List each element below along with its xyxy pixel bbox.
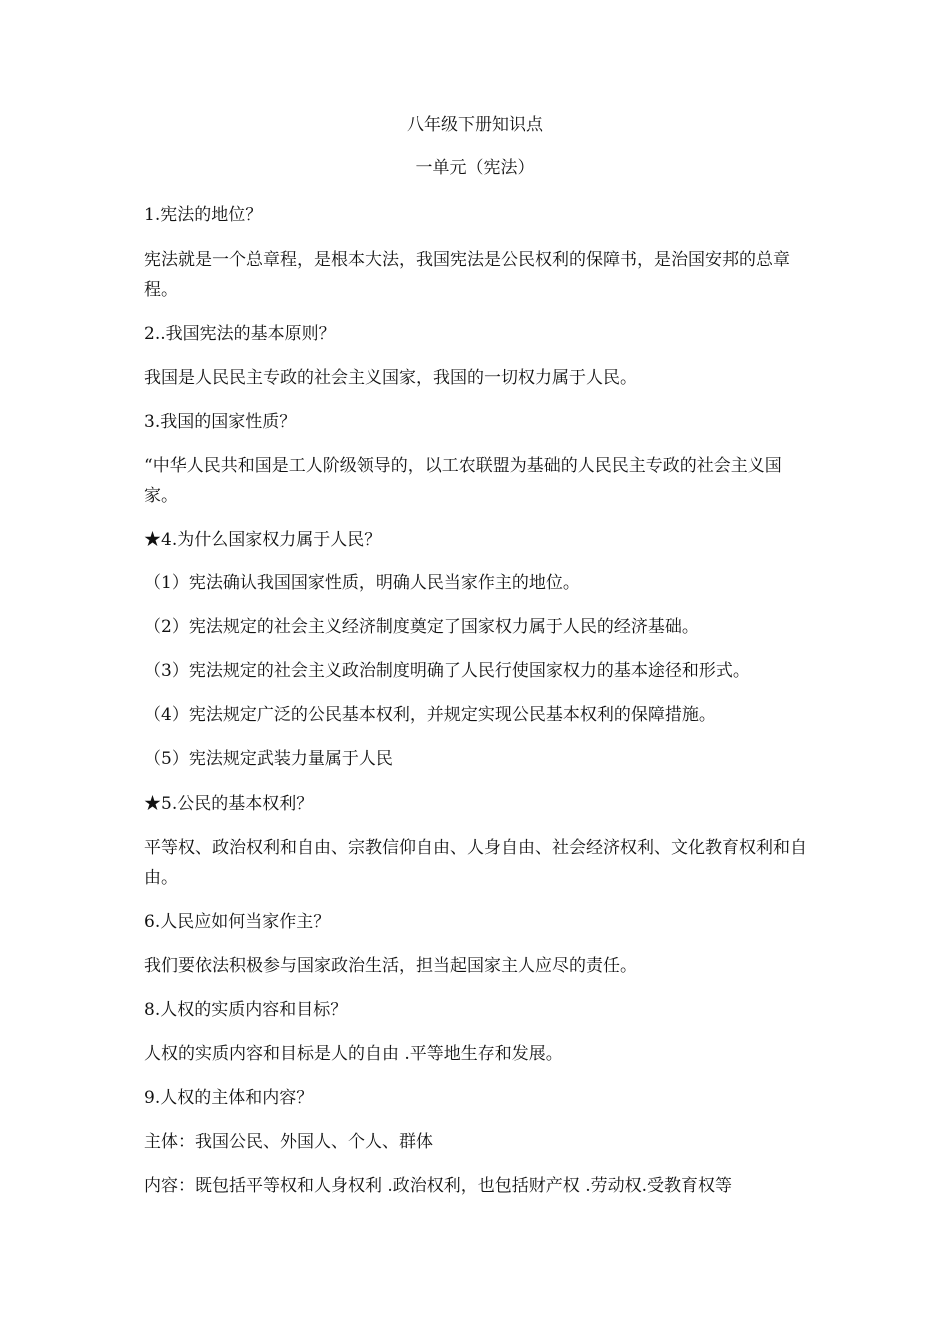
answer-paragraph: 主体：我国公民、外国人、个人、群体: [144, 1132, 433, 1152]
list-item: （1）宪法确认我国国家性质，明确人民当家作主的地位。: [144, 573, 580, 593]
question-heading: 8.人权的实质内容和目标？: [144, 1000, 348, 1020]
document-title: 八年级下册知识点: [407, 115, 543, 135]
question-heading: ★5.公民的基本权利？: [144, 794, 314, 814]
answer-paragraph: 宪法就是一个总章程，是根本大法，我国宪法是公民权利的保障书，是治国安邦的总章程。: [144, 250, 790, 300]
answer-paragraph: 我们要依法积极参与国家政治生活，担当起国家主人应尽的责任。: [144, 956, 637, 976]
answer-paragraph: 人权的实质内容和目标是人的自由 .平等地生存和发展。: [144, 1044, 563, 1064]
question-heading: ★4.为什么国家权力属于人民？: [144, 530, 382, 550]
list-item: （4）宪法规定广泛的公民基本权利，并规定实现公民基本权利的保障措施。: [144, 705, 716, 725]
list-item: （5）宪法规定武装力量属于人民: [144, 749, 393, 769]
question-heading: 6.人民应如何当家作主？: [144, 912, 331, 932]
question-heading: 2..我国宪法的基本原则？: [144, 324, 336, 344]
document-subtitle: 一单元（宪法）: [415, 158, 535, 178]
question-heading: 9.人权的主体和内容？: [144, 1088, 314, 1108]
answer-paragraph: 内容：既包括平等权和人身权利 .政治权利，也包括财产权 .劳动权.受教育权等: [144, 1176, 733, 1196]
question-heading: 1.宪法的地位？: [144, 205, 263, 225]
list-item: （2）宪法规定的社会主义经济制度奠定了国家权力属于人民的经济基础。: [144, 617, 699, 637]
list-item: （3）宪法规定的社会主义政治制度明确了人民行使国家权力的基本途径和形式。: [144, 661, 750, 681]
answer-paragraph: 我国是人民民主专政的社会主义国家，我国的一切权力属于人民。: [144, 368, 637, 388]
answer-paragraph: “中华人民共和国是工人阶级领导的，以工农联盟为基础的人民民主专政的社会主义国家。: [144, 456, 782, 506]
question-heading: 3.我国的国家性质？: [144, 412, 297, 432]
answer-paragraph: 平等权、政治权利和自由、宗教信仰自由、人身自由、社会经济权利、文化教育权利和自由。: [144, 838, 807, 888]
